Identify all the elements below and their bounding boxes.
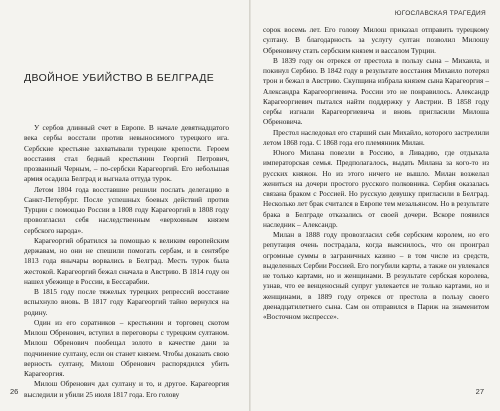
page-number: 26 [10, 387, 19, 396]
paragraph: У сербов длинный счет в Европе. В начале девятнадцатого века сербы восстали против невыносимого турецкого ига. Сербские крестьяне захватывали турецкие крепости. Героем восстания стал бедный крестьянин Георгий Петрович, прозванный Черным, – по-сербски Карагеоргий. Его небольшая армия осадила Белград и выгнала оттуда турок. [24, 123, 229, 184]
running-head: ЮГОСЛАВСКАЯ ТРАГЕДИЯ [394, 10, 486, 17]
chapter-title: ДВОЙНОЕ УБИЙСТВО В БЕЛГРАДЕ [24, 72, 215, 84]
continued-paragraph: сорок восемь лет. Его голову Милош приказал отправить турецкому султану. В благодарность за услугу султан позволил Милошу Обреновичу стать сербским князем и вассалом Турции. [263, 25, 489, 55]
paragraph: Один из его соратников – крестьянин и торговец скотом Милош Обренович, вступил в переговоры с турецким султаном. Милош Обренович пообещал золото в качестве дани за подчинение султану, если он станет князем. Чтобы доказать свою верность султану, Милош Обренович распорядился убить Карагеоргия. [24, 317, 229, 378]
paragraph: В 1839 году он отрекся от престола в пользу сына – Михаила, и покинул Сербию. В 1842 году в результате восстания Михаило потерял трон и бежал в Австрию. Скупщина избрала князем сына Карагеоргия – Александра Карагеоргиевича. России это не понравилось. Александр Карагеоргиевич пытался найти поддержку у Австрии. В 1858 году сербы изгнали Карагеоргиевича и вновь пригласили Милоша Обреновича. [263, 55, 489, 127]
paragraph: Юного Милана повезли в Россию, в Ливадию, где отдыхала императорская семья. Предполагалось, выдать Милана за кого-то из русских княжон. Но из этого ничего не вышло. Милан возжелал жениться на дочери простого русского полковника. Сербия оказалась связана браком с Россией. Но русскую девушку пригласили в Белград. Несколько лет брак считался в Европе тем мезальянсом. Но в результате брака в Белграде отказались от своей дочери. Вскоре появился наследник – Александр. [263, 148, 489, 229]
left-page [0, 0, 249, 411]
paragraph: Летом 1804 года восставшие решили послать делегацию в Санкт-Петербург. После успешных боевых действий против Турции с помощью России в 1808 году Карагеоргий в 1808 году провозгласил себя наследственным «верховным князем сербского народа». [24, 184, 229, 235]
paragraph: Карагеоргий обратился за помощью к великим европейским державам, но они не спешили помогать сербам, и в сентябре 1813 года янычары ворвались в Белград. Месть турок была жестокой. Карагеоргий бежал сначала в Австрию. В 1814 году он нашел убежище в России, в Бессарабии. [24, 235, 229, 286]
paragraph: Престол наследовал его старший сын Михайло, которого застрелили летом 1868 года. С 1868 года его племянник Милан. [263, 127, 489, 147]
paragraph: В 1815 году после тяжелых турецких репрессий восстание вспыхнуло вновь. В 1817 году Карагеоргий тайно вернулся на родину. [24, 287, 229, 317]
page-number: 27 [475, 387, 484, 396]
left-page-body [24, 123, 229, 400]
right-page [251, 0, 500, 411]
paragraph: Милан в 1888 году провозгласил себя сербским королем, но его репутация очень пострадала, когда выяснилось, что он проиграл огромные суммы в заграничных казино – в том числе из средств, выделенных Сербии Россией. Его погубили карты, а также он увлекался не только картами, но и женщинами. В результате сербская королева, узнав, что ее венценосный супруг увлекается не только картами, но и женщинами, в 1889 году отрекся от престола в пользу своего двенадцатилетнего сына. Сам он отправился в Париж на знаменитом «Восточном экспрессе». [263, 230, 489, 321]
right-page-body [263, 25, 489, 322]
paragraph: Милош Обренович дал султану и то, и другое. Карагеоргия выследили и убили 25 июля 1817 года. Его голову [24, 379, 229, 399]
